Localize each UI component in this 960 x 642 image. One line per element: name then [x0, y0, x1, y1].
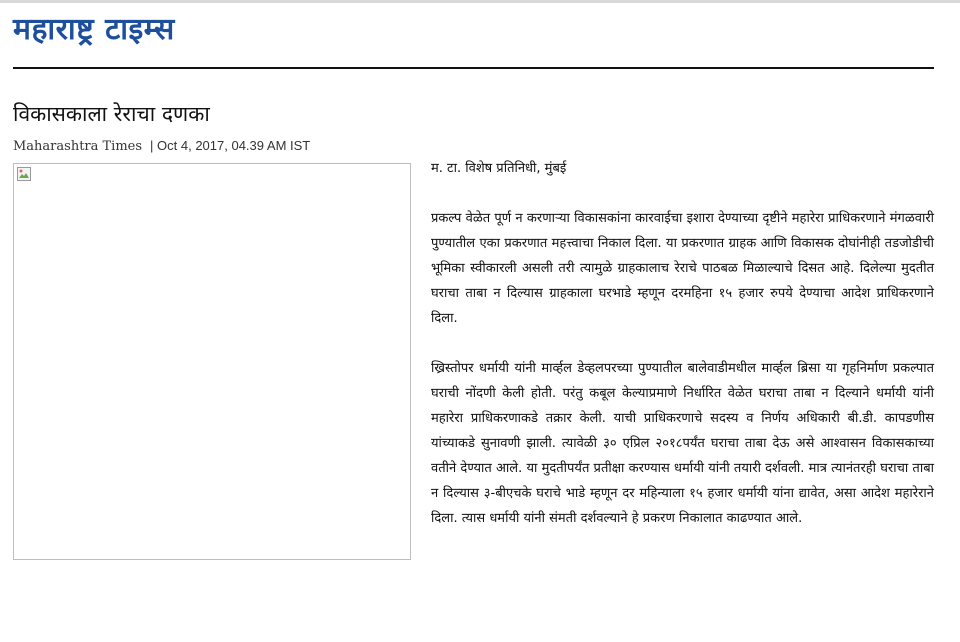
- article-body: [13, 156, 934, 562]
- top-border: [0, 0, 960, 3]
- byline-source[interactable]: Maharashtra Times: [13, 139, 143, 154]
- article-headline: विकासकाला रेराचा दणका: [13, 102, 210, 126]
- site-logo[interactable]: महाराष्ट्र टाइम्स: [13, 12, 175, 47]
- header-divider: [13, 67, 934, 69]
- article-dateline: म. टा. विशेष प्रतिनिधी, मुंबई: [431, 161, 567, 176]
- byline: [13, 136, 310, 157]
- article-paragraph: प्रकल्प वेळेत पूर्ण न करणाऱ्या विकासकांना कारवाईचा इशारा देण्याच्या दृष्टीने महारेरा प्राधिकरणाने मंगळवारी पुण्यातील एका प्रकरणात महत्त्वाचा निकाल दिला. या प्रकरणात ग्राहक आणि विकासक दोघांनीही तडजोडीची भूमिका स्वीकारली असली तरी त्यामुळे ग्राहकालाच रेराचे पाठबळ मिळाल्याचे दिसत आहे. दिलेल्या मुदतीत घराचा ताबा न दिल्यास ग्राहकाला घरभाडे म्हणून दरमहिना १५ हजार रुपये देण्याचा आदेश प्राधिकरणाने दिला.: [431, 211, 934, 326]
- article-paragraph: ख्रिस्तोपर धर्मायी यांनी मार्व्हल डेव्हलपरच्या पुण्यातील बालेवाडीमधील मार्व्हल ब्रिसा या गृहनिर्माण प्रकल्पात घराची नोंदणी केली होती. परंतु कबूल केल्याप्रमाणे निर्धारित वेळेत घराचा ताबा न दिल्याने धर्मायी यांनी महारेरा प्राधिकरणाकडे तक्रार केली. याची प्राधिकरणाचे सदस्य व निर्णय अधिकारी बी.डी. कापडणीस यांच्याकडे सुनावणी झाली. त्यावेळी ३० एप्रिल २०१८पर्यंत घराचा ताबा देऊ असे आश्वासन विकासकाच्या वतीने देण्यात आले. या मुदतीपर्यंत प्रतीक्षा करण्यास धर्मायी यांनी तयारी दर्शवली. मात्र त्यानंतरही घराचा ताबा न दिल्यास ३-बीएचके घराचे भाडे म्हणून दर महिन्याला १५ हजार धर्मायी यांना द्यावेत, असा आदेश महारेराने दिला. त्यास धर्मायी यांनी संमती दर्शवल्याने हे प्रकरण निकालात काढण्यात आले.: [431, 361, 934, 526]
- byline-date: | Oct 4, 2017, 04.39 AM IST: [150, 138, 311, 153]
- image-spacer: [13, 156, 431, 562]
